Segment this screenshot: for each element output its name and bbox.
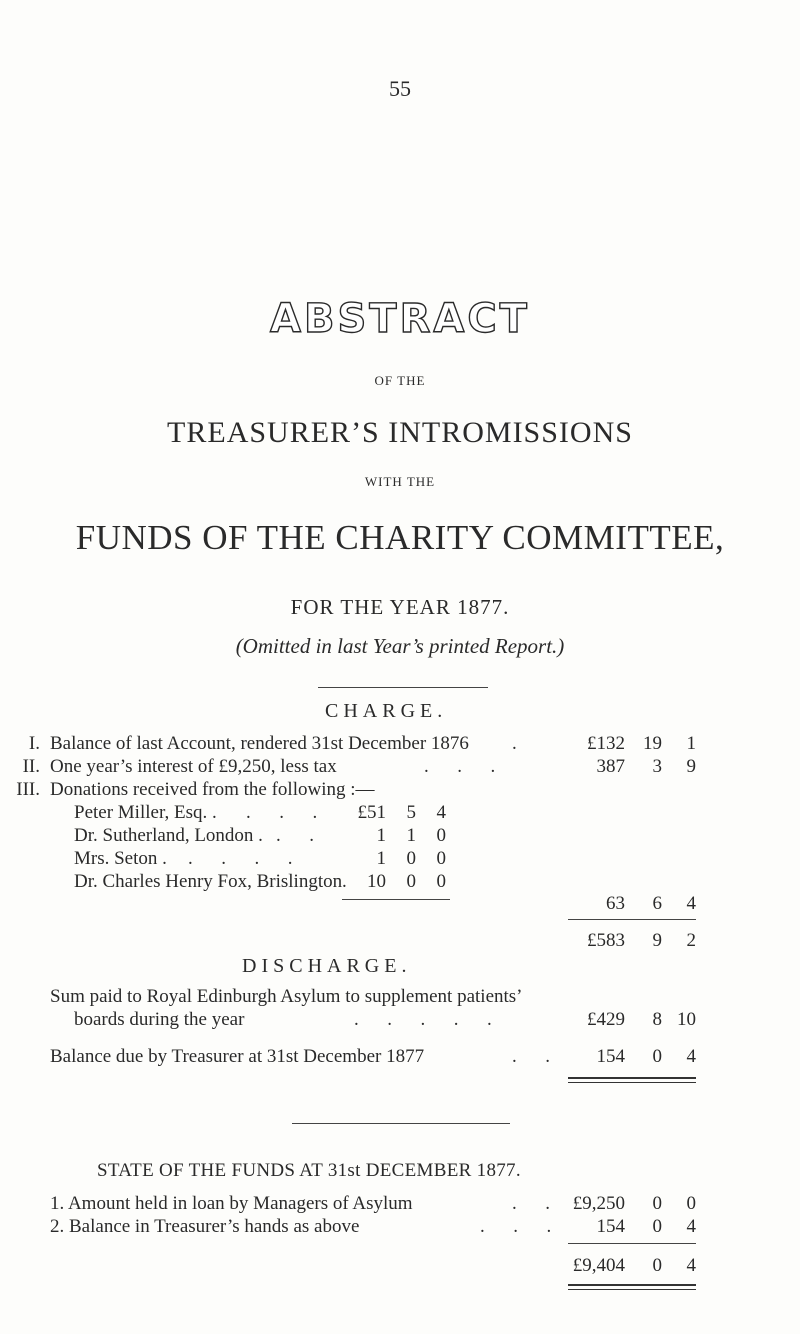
divider [292,1123,510,1124]
balance-pounds: 154 [596,1046,625,1067]
charge-item-num: I. [28,733,40,754]
charge-item-num: II. [22,756,40,777]
donation-shillings: 1 [406,825,416,846]
discharge-sum-text-2: boards during the year [74,1009,245,1030]
amount-shillings: 3 [652,756,662,777]
donor-name: Peter Miller, Esq. . [74,802,217,823]
donation-pounds: 1 [376,848,386,869]
leader-dots: . . . [480,1216,552,1237]
state-item-pounds: £9,250 [572,1193,625,1214]
state-item-shillings: 0 [652,1216,662,1237]
state-item-pence: 4 [686,1216,696,1237]
leader-dots: . . [512,1046,550,1067]
total-rule [568,1243,696,1244]
page-number: 55 [389,76,411,101]
balance-shillings: 0 [652,1046,662,1067]
leader-dots: . . [512,1193,550,1214]
leader-dots: . . . [246,802,318,823]
amount-pounds: 387 [596,756,625,777]
donation-shillings: 0 [406,871,416,892]
donor-name: Dr. Charles Henry Fox, Brislington [74,871,343,892]
donation-pence: 4 [436,802,446,823]
total-double-rule [568,1077,696,1083]
title-note: (Omitted in last Year’s printed Report.) [235,634,565,658]
state-heading: STATE OF THE FUNDS AT 31st DECEMBER 1877. [97,1160,521,1181]
title-with-the: WITH THE [364,474,436,489]
state-total-pounds: £9,404 [572,1255,625,1276]
subtotal-rule [342,899,450,900]
discharge-sum-pence: 10 [677,1009,696,1030]
discharge-sum-shillings: 8 [652,1009,662,1030]
divider [318,687,488,688]
donor-name: Mrs. Seton . [74,848,167,869]
donor-name: Dr. Sutherland, London . [74,825,263,846]
discharge-heading: DISCHARGE. [242,955,412,977]
charge-total-shillings: 9 [652,930,662,951]
donation-pence: 0 [436,871,446,892]
total-double-rule [568,1284,696,1290]
state-total-shillings: 0 [652,1255,662,1276]
donation-pounds: 10 [367,871,386,892]
charge-total-pounds: £583 [587,930,625,951]
charge-heading: CHARGE. [325,700,448,722]
charge-item-num: III. [16,779,40,800]
title-of-the: OF THE [374,373,426,388]
charge-item-text: One year’s interest of £9,250, less tax [50,756,337,777]
leader-dots: . . . . [188,848,293,869]
charge-item-text: Balance of last Account, rendered 31st December 1876 [50,733,469,754]
leader-dots: . . . [424,756,496,777]
donations-total-pence: 4 [686,893,696,914]
state-item-text: 2. Balance in Treasurer’s hands as above [50,1216,360,1237]
amount-pence: 1 [686,733,696,754]
balance-text: Balance due by Treasurer at 31st December 1877 [50,1046,425,1067]
donation-shillings: 5 [406,802,416,823]
title-funds-charity-committee: FUNDS OF THE CHARITY COMMITTEE, [75,518,725,557]
donation-shillings: 0 [406,848,416,869]
donation-pounds: £51 [357,802,386,823]
donation-pounds: 1 [376,825,386,846]
state-item-shillings: 0 [652,1193,662,1214]
state-item-pounds: 154 [596,1216,625,1237]
state-item-text: 1. Amount held in loan by Managers of Asylum [50,1193,413,1214]
discharge-sum-pounds: £429 [587,1009,625,1030]
leader-dots: . [342,871,347,892]
donations-total-pounds: 63 [606,893,625,914]
donation-pence: 0 [436,848,446,869]
total-rule [568,919,696,920]
charge-item-text: Donations received from the following :— [50,779,375,800]
amount-shillings: 19 [643,733,662,754]
charge-total-pence: 2 [686,930,696,951]
leader-dots: . [512,733,517,754]
amount-pence: 9 [686,756,696,777]
state-item-pence: 0 [686,1193,696,1214]
state-total-pence: 4 [686,1255,696,1276]
leader-dots: . . [276,825,314,846]
leader-dots: . . . . . [354,1009,492,1030]
title-for-the-year: FOR THE YEAR 1877. [290,595,510,619]
title-abstract: ABSTRACT [270,296,530,342]
title-treasurers-intromissions: TREASURER’S INTROMISSIONS [167,416,633,449]
donations-total-shillings: 6 [652,893,662,914]
donation-pence: 0 [436,825,446,846]
amount-pounds: £132 [587,733,625,754]
balance-pence: 4 [686,1046,696,1067]
discharge-sum-text: Sum paid to Royal Edinburgh Asylum to supplement patients’ [50,986,523,1007]
